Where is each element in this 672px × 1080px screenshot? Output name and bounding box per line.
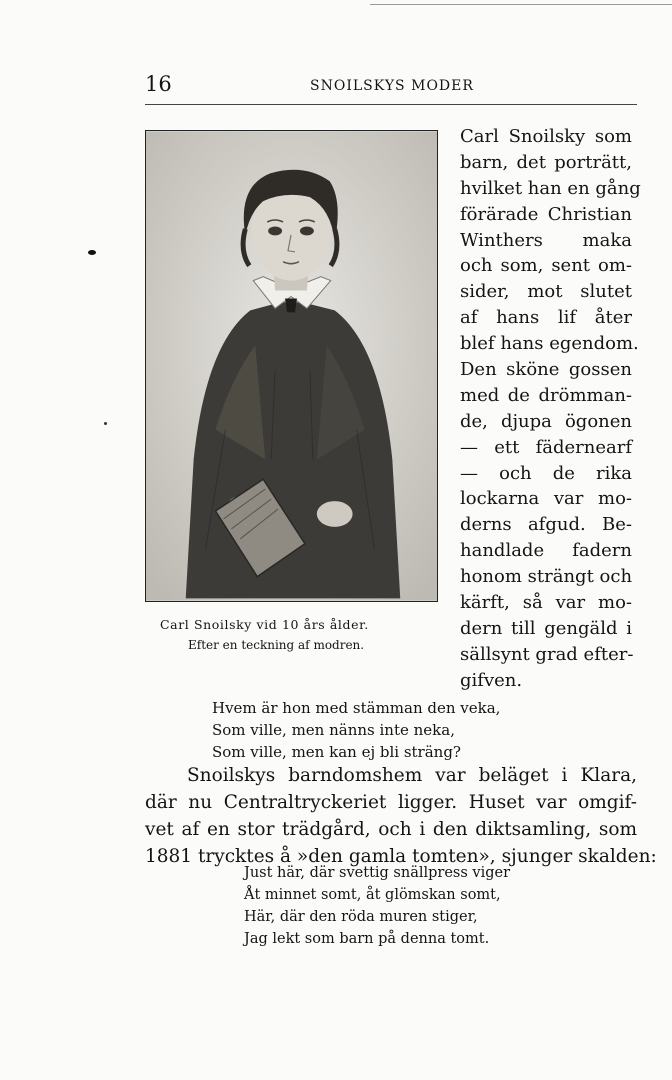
text-line: sällsynt grad efter- — [460, 643, 634, 665]
text-line: blef hans egendom. — [460, 333, 639, 355]
figure-caption-subline: Efter en teckning af modren. — [188, 638, 365, 652]
text-line: af hans lif åter — [460, 307, 632, 329]
text-line: handlade fadern — [460, 540, 632, 562]
page-number: 16 — [145, 72, 172, 96]
verse-line: Hvem är hon med stämman den veka, — [212, 699, 501, 717]
text-line: Snoilskys barndomshem var beläget i Klara, — [187, 765, 637, 786]
text-line: honom strängt och — [460, 566, 633, 588]
ink-speck — [104, 422, 107, 425]
verse-line: Som ville, men nänns inte neka, — [212, 721, 455, 739]
top-edge-rule — [370, 4, 672, 5]
text-line: — ett fädernearf — [460, 436, 632, 458]
text-line: gifven. — [460, 669, 523, 691]
text-line: derns afgud. Be- — [460, 514, 632, 536]
text-line: med de drömman- — [460, 384, 632, 406]
text-line: och som, sent om- — [460, 255, 632, 277]
text-line: 1881 trycktes å »den gamla tomten», sjunger skalden: — [145, 846, 657, 867]
text-line: där nu Centraltryckeriet ligger. Huset var omgif- — [145, 792, 637, 813]
text-line: de, djupa ögonen — [460, 410, 632, 432]
text-line: sider, mot slutet — [460, 281, 632, 303]
text-line: dern till gengäld i — [460, 617, 632, 639]
verse-line: Som ville, men kan ej bli sträng? — [212, 743, 461, 761]
running-header: SNOILSKYS MODER — [310, 78, 474, 94]
side-text-column — [460, 124, 641, 694]
text-line: — och de rika — [460, 462, 632, 484]
text-line: lockarna var mo- — [460, 488, 632, 510]
text-line: kärft, så var mo- — [460, 592, 632, 614]
text-line: Winthers maka — [460, 229, 632, 251]
verse-stanza — [244, 862, 510, 950]
text-line: vet af en stor trädgård, och i den diktsamling, som — [145, 819, 637, 840]
text-line: Carl Snoilsky som — [460, 126, 632, 147]
text-line: förärade Christian — [460, 203, 632, 225]
verse-line: Jag lekt som barn på denna tomt. — [244, 931, 490, 947]
verse-line: Just här, där svettig snällpress viger — [244, 865, 511, 881]
body-paragraph — [145, 762, 657, 870]
verse-line: Här, där den röda muren stiger, — [244, 909, 478, 925]
text-line: barn, det porträtt, — [460, 151, 632, 173]
text-line: hvilket han en gång — [460, 177, 641, 199]
header-rule — [145, 104, 637, 105]
verse-line: Åt minnet somt, åt glömskan somt, — [244, 887, 501, 903]
ink-speck — [88, 250, 96, 255]
portrait-image — [145, 130, 438, 602]
verse-stanza — [212, 697, 500, 763]
figure-caption: Carl Snoilsky vid 10 års ålder. — [160, 617, 369, 632]
text-line: Den sköne gossen — [460, 359, 632, 381]
